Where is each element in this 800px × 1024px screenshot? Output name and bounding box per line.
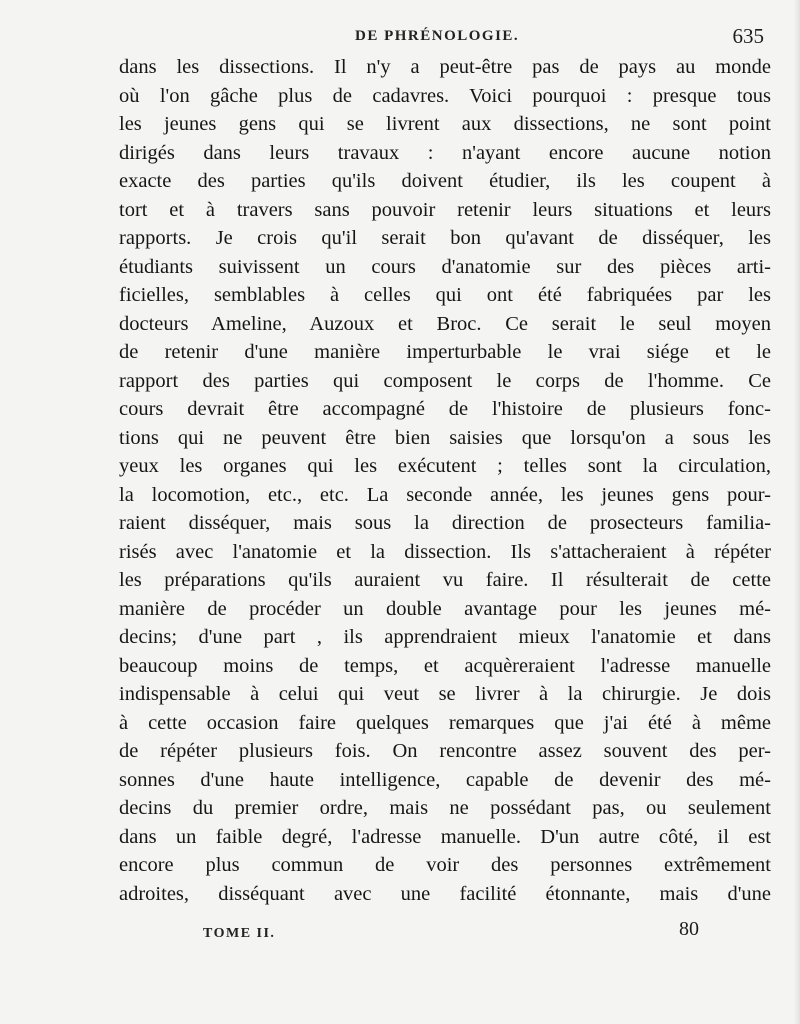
text-line: les préparations qu'ils auraient vu faire. Il résulterait de cette [119,569,771,591]
page-edge-shadow [794,0,800,1024]
text-line: à cette occasion faire quelques remarques que j'ai été à même [119,711,771,734]
text-line: manière de procéder un double avantage pour les jeunes mé- [119,597,771,620]
running-title: DE PHRÉNOLOGIE. [355,28,520,44]
running-head [0,24,800,50]
text-line: adroites, disséquant avec une facilité étonnante, mais d'une [119,882,771,905]
text-line: tions qui ne peuvent être bien saisies que lorsqu'on a sous les [119,426,771,449]
text-line: rapports. Je crois qu'il serait bon qu'avant de disséquer, les [119,227,771,249]
body-text [119,53,771,908]
text-line: decins; d'une part , ils apprendraient mieux l'anatomie et dans [119,626,771,648]
text-line: raient disséquer, mais sous la direction de prosecteurs familia- [119,512,771,534]
signature-mark: 80 [679,918,699,940]
text-line: tort et à travers sans pouvoir retenir leurs situations et leurs [119,198,771,221]
text-line: sonnes d'une haute intelligence, capable de devenir des mé- [119,768,771,791]
text-line: exacte des parties qu'ils doivent étudier, ils les coupent à [119,170,771,192]
text-line: dirigés dans leurs travaux : n'ayant encore aucune notion [119,141,771,164]
text-line: docteurs Ameline, Auzoux et Broc. Ce serait le seul moyen [119,312,771,335]
text-line: la locomotion, etc., etc. La seconde année, les jeunes gens pour- [119,483,771,506]
text-line: dans les dissections. Il n'y a peut-être pas de pays au monde [119,56,771,78]
text-line: de répéter plusieurs fois. On rencontre assez souvent des per- [119,740,771,762]
text-line: dans un faible degré, l'adresse manuelle. D'un autre côté, il est [119,825,771,848]
text-line: où l'on gâche plus de cadavres. Voici pourquoi : presque tous [119,84,771,107]
page-number: 635 [732,24,764,48]
text-line: yeux les organes qui les exécutent ; telles sont la circulation, [119,455,771,477]
text-line: les jeunes gens qui se livrent aux dissections, ne sont point [119,113,771,135]
text-line: ficielles, semblables à celles qui ont été fabriquées par les [119,284,771,306]
text-line: cours devrait être accompagné de l'histoire de plusieurs fonc- [119,398,771,420]
text-line: risés avec l'anatomie et la dissection. Ils s'attacheraient à répéter [119,540,771,563]
text-line: rapport des parties qui composent le corps de l'homme. Ce [119,369,771,392]
text-line: de retenir d'une manière imperturbable le vrai siége et le [119,341,771,363]
text-line: étudiants suivissent un cours d'anatomie sur des pièces arti- [119,255,771,278]
volume-label: TOME II. [203,926,276,941]
text-line: indispensable à celui qui veut se livrer à la chirurgie. Je dois [119,683,771,705]
text-line: beaucoup moins de temps, et acquèreraient l'adresse manuelle [119,654,771,677]
page-footer [0,918,800,946]
text-line: encore plus commun de voir des personnes extrêmement [119,854,771,876]
text-line: decins du premier ordre, mais ne possédant pas, ou seulement [119,797,771,819]
